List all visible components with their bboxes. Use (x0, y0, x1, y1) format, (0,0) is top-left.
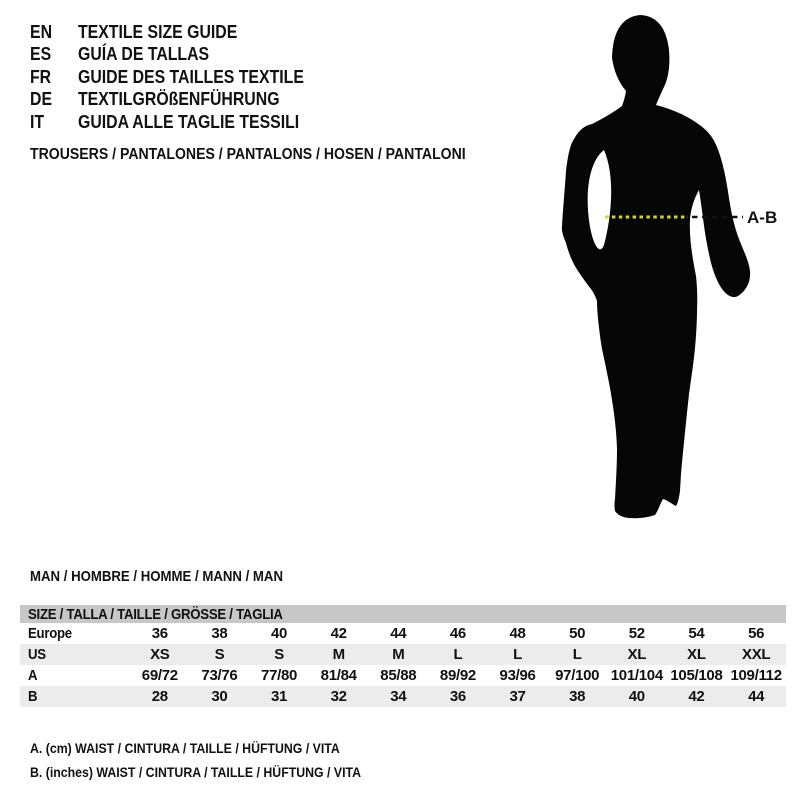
size-table-body (20, 623, 786, 707)
footnote (30, 760, 406, 784)
size-cell: 85/88 (380, 667, 417, 684)
row-label: Europe (28, 625, 72, 642)
size-cell: 48 (509, 625, 526, 642)
size-cell: M (392, 646, 405, 663)
size-cell: M (332, 646, 345, 663)
size-cell: 46 (449, 625, 466, 642)
size-cell: 38 (211, 625, 228, 642)
language-code: ES (30, 44, 52, 65)
size-cell: 69/72 (141, 667, 178, 684)
size-cell: 54 (688, 625, 705, 642)
man-silhouette-shape (562, 15, 750, 518)
garment-title-text: TROUSERS / PANTALONES / PANTALONS / HOSEN / PANTALONI (30, 146, 466, 163)
footnote (30, 736, 406, 760)
size-cell: 36 (151, 625, 168, 642)
language-row (30, 66, 335, 89)
size-cell: 81/84 (320, 667, 357, 684)
man-silhouette-svg (555, 12, 790, 522)
table-row (20, 644, 786, 665)
language-row (30, 21, 335, 44)
row-label: A (28, 667, 38, 684)
size-cell: 40 (628, 688, 645, 705)
man-silhouette-figure (555, 12, 790, 522)
size-cell: 28 (151, 688, 168, 705)
size-cell: 97/100 (555, 667, 600, 684)
size-table (20, 605, 786, 707)
size-cell: 89/92 (439, 667, 476, 684)
size-cell: 93/96 (499, 667, 536, 684)
size-cell: 37 (509, 688, 526, 705)
language-label: GUIDE DES TAILLES TEXTILE (78, 66, 304, 87)
size-cell: 105/108 (670, 667, 723, 684)
size-cell: 73/76 (201, 667, 238, 684)
size-cell: XS (150, 646, 170, 663)
size-cell: 40 (271, 625, 288, 642)
size-cell: XL (687, 646, 706, 663)
size-cell: 44 (748, 688, 765, 705)
size-cell: 109/112 (730, 667, 782, 684)
size-cell: L (453, 646, 463, 663)
language-label: TEXTILGRÖßENFÜHRUNG (78, 89, 280, 110)
gender-section-title (30, 568, 317, 585)
size-cell: 31 (271, 688, 288, 705)
size-cell: 77/80 (261, 667, 298, 684)
language-code: FR (30, 66, 52, 87)
size-cell: 101/104 (610, 667, 663, 684)
size-cell: 44 (390, 625, 407, 642)
language-code: IT (30, 111, 45, 132)
footnote-text: B. (inches) WAIST / CINTURA / TAILLE / HÜFTUNG / VITA (30, 764, 362, 780)
size-cell: XL (627, 646, 647, 663)
size-cell: 36 (449, 688, 466, 705)
language-row (30, 89, 335, 112)
table-row (20, 665, 786, 686)
size-cell: 52 (628, 625, 645, 642)
table-row (20, 686, 786, 707)
size-cell: L (513, 646, 522, 663)
measure-label-ab: A-B (747, 208, 778, 227)
language-code: DE (30, 89, 53, 110)
language-list (30, 21, 335, 134)
language-label: TEXTILE SIZE GUIDE (78, 21, 238, 42)
size-cell: XXL (741, 646, 771, 663)
row-label: B (28, 688, 38, 705)
language-label: GUIDA ALLE TAGLIE TESSILI (78, 111, 300, 132)
gender-section-title-text: MAN / HOMBRE / HOMME / MANN / MAN (30, 568, 283, 585)
footnote-text: A. (cm) WAIST / CINTURA / TAILLE / HÜFTUNG / VITA (30, 740, 340, 756)
size-cell: S (274, 646, 284, 663)
size-cell: 50 (569, 625, 586, 642)
size-cell: 56 (748, 625, 765, 642)
size-table-header-text: SIZE / TALLA / TAILLE / GRÖSSE / TAGLIA (28, 605, 283, 623)
size-cell: 42 (688, 688, 705, 705)
size-table-header-cell (20, 605, 786, 623)
language-code: EN (30, 21, 53, 42)
size-cell: 38 (569, 688, 586, 705)
language-row (30, 111, 335, 134)
size-cell: 34 (390, 688, 407, 705)
language-label: GUÍA DE TALLAS (78, 44, 210, 65)
footnotes (30, 736, 406, 784)
garment-title (30, 146, 525, 164)
table-row (20, 623, 786, 644)
size-table-header-row (20, 605, 786, 623)
size-cell: S (214, 646, 225, 663)
size-cell: L (572, 646, 582, 663)
size-cell: 32 (330, 688, 347, 705)
size-cell: 30 (211, 688, 228, 705)
size-cell: 42 (330, 625, 347, 642)
row-label: US (28, 646, 46, 663)
language-row (30, 44, 335, 67)
